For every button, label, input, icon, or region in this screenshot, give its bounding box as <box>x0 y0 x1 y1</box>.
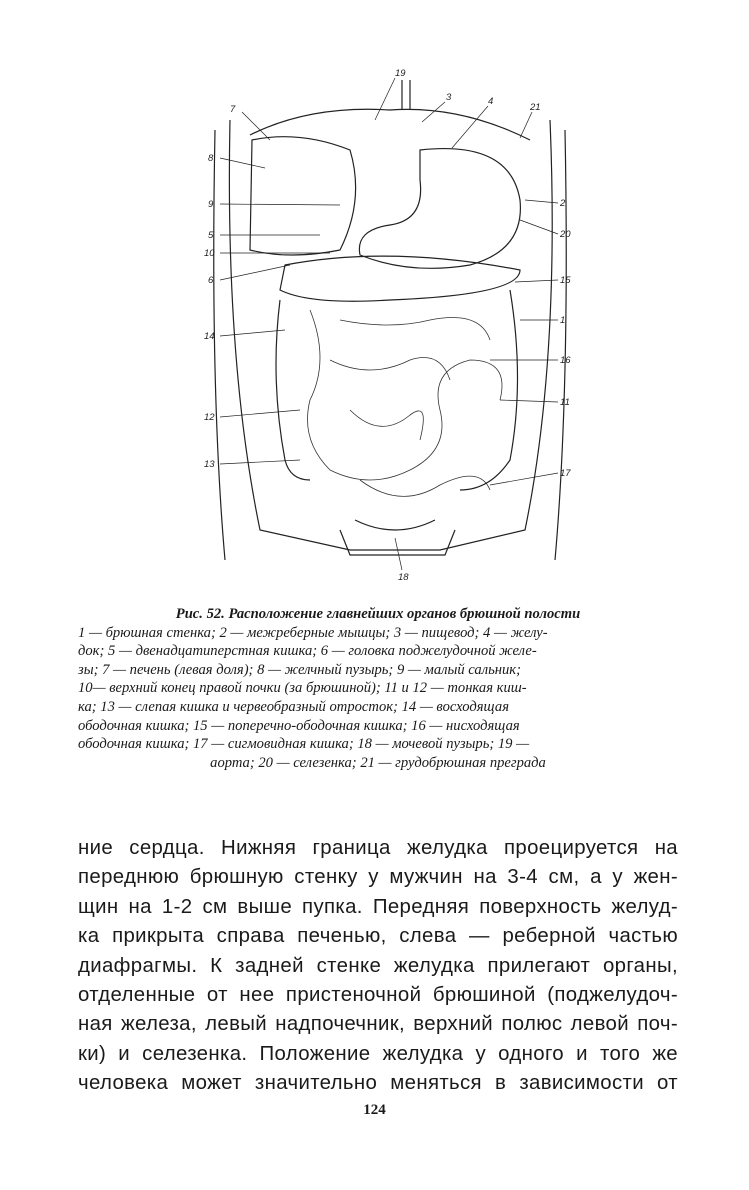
body-line: ние сердца. Нижняя граница желудка проецируется на <box>78 837 678 859</box>
caption-line: док; 5 — двенадцатиперстная кишка; 6 — головка поджелудочной желе- <box>78 643 537 660</box>
label-1: 1 <box>560 315 566 326</box>
label-18: 18 <box>398 572 409 583</box>
caption-line: ободочная кишка; 15 — поперечно-ободочная кишка; 16 — нисходящая <box>78 717 520 734</box>
caption-line: ободочная кишка; 17 — сигмовидная кишка; 18 — мочевой пузырь; 19 — <box>78 736 530 753</box>
label-14: 14 <box>204 331 215 342</box>
body-line: отделенные от нее пристеночной брюшиной (поджелудоч- <box>78 984 678 1007</box>
caption-line: аорта; 20 — селезенка; 21 — грудобрюшная преграда <box>210 754 546 771</box>
label-8: 8 <box>208 153 214 164</box>
label-10: 10 <box>204 248 215 259</box>
body-paragraph <box>78 834 678 1099</box>
label-5: 5 <box>208 230 214 241</box>
label-21: 21 <box>530 102 541 113</box>
body-line: ка прикрыта справа печенью, слева — реберной частью <box>78 925 678 948</box>
body-line: человека может значительно меняться в зависимости от <box>78 1072 678 1095</box>
label-6: 6 <box>208 275 214 286</box>
label-9: 9 <box>208 199 214 210</box>
caption-line: 10— верхний конец правой почки (за брюшиной); 11 и 12 — тонкая киш- <box>78 680 527 697</box>
abdominal-organs-illustration <box>190 60 590 605</box>
label-13: 13 <box>204 459 215 470</box>
body-line: ки) и селезенка. Положение желудка у одного и того же <box>78 1042 678 1065</box>
caption-line: зы; 7 — печень (левая доля); 8 — желчный пузырь; 9 — малый сальник; <box>78 661 521 678</box>
label-2: 2 <box>560 198 566 209</box>
body-line: ная железа, левый надпочечник, верхний полюс левой поч- <box>78 1013 678 1036</box>
caption-line: ка; 13 — слепая кишка и червеобразный отросток; 14 — восходящая <box>78 698 510 715</box>
caption-line: 1 — брюшная стенка; 2 — межреберные мышцы; 3 — пищевод; 4 — желу- <box>78 624 548 641</box>
body-line: диафрагмы. К задней стенке желудка прилегают органы, <box>78 954 678 977</box>
label-11: 11 <box>560 397 570 408</box>
body-line: переднюю брюшную стенку у мужчин на 3-4 см, а у жен- <box>78 866 678 889</box>
label-17: 17 <box>560 468 571 479</box>
body-line: щин на 1-2 см выше пупка. Передняя поверхность желуд- <box>78 895 678 918</box>
label-15: 15 <box>560 275 571 286</box>
page-number: 124 <box>363 1102 386 1118</box>
label-7: 7 <box>230 104 236 115</box>
figure-caption <box>78 605 678 772</box>
label-12: 12 <box>204 412 215 423</box>
label-16: 16 <box>560 355 571 366</box>
caption-title: Рис. 52. Расположение главнейших органов брюшной полости <box>175 606 581 622</box>
label-19: 19 <box>395 68 406 79</box>
label-4: 4 <box>488 96 494 107</box>
label-3: 3 <box>446 92 452 103</box>
label-20: 20 <box>560 229 571 240</box>
